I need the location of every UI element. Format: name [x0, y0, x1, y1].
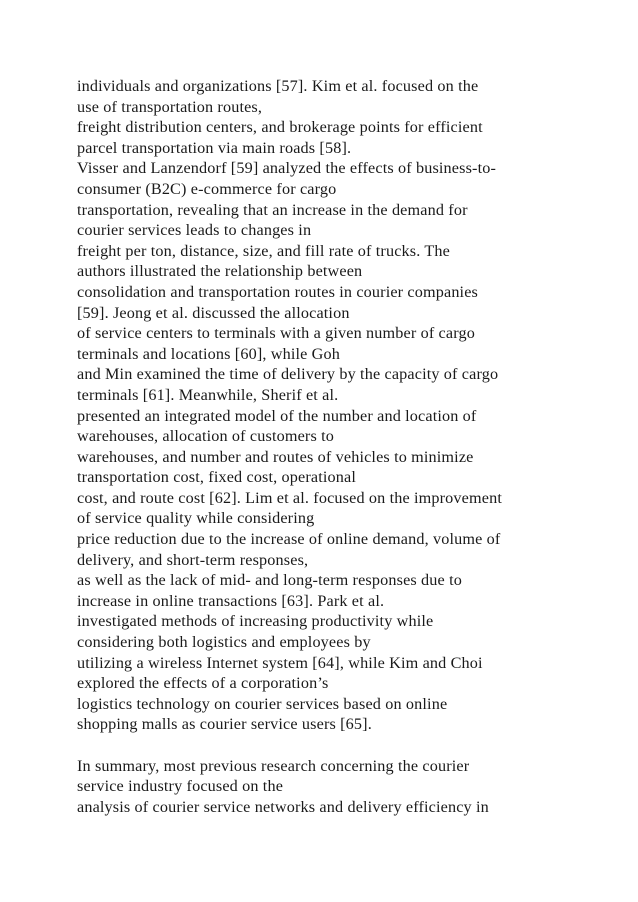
text-line: and Min examined the time of delivery by the capacity of cargo [77, 365, 499, 384]
text-line: service industry focused on the [77, 777, 284, 796]
text-line: In summary, most previous research concerning the courier [77, 756, 470, 775]
text-line: terminals and locations [60], while Goh [77, 344, 340, 363]
text-line: consumer (B2C) e-commerce for cargo [77, 179, 337, 198]
text-line: transportation, revealing that an increase in the demand for [77, 200, 468, 219]
text-line: delivery, and short-term responses, [77, 550, 309, 569]
text-line: courier services leads to changes in [77, 221, 312, 240]
text-line: freight per ton, distance, size, and fill rate of trucks. The [77, 241, 450, 260]
text-line: considering both logistics and employees by [77, 633, 371, 652]
text-line: as well as the lack of mid- and long-term responses due to [77, 571, 462, 590]
text-line: freight distribution centers, and brokerage points for efficient [77, 118, 483, 137]
text-line: shopping malls as courier service users [65]. [77, 715, 372, 734]
text-line: price reduction due to the increase of online demand, volume of [77, 530, 501, 549]
text-line: consolidation and transportation routes in courier companies [77, 282, 478, 301]
text-line: of service quality while considering [77, 509, 315, 528]
text-line: analysis of courier service networks and delivery efficiency in [77, 797, 489, 816]
text-line: warehouses, allocation of customers to [77, 427, 334, 446]
paragraph-break [77, 735, 617, 756]
text-line: use of transportation routes, [77, 97, 263, 116]
text-line: investigated methods of increasing productivity while [77, 612, 434, 631]
text-line: individuals and organizations [57]. Kim et al. focused on the [77, 77, 479, 95]
text-line: logistics technology on courier services based on online [77, 694, 448, 713]
text-line: terminals [61]. Meanwhile, Sherif et al. [77, 385, 339, 404]
text-line: warehouses, and number and routes of vehicles to minimize [77, 447, 474, 466]
text-line: explored the effects of a corporation’s [77, 674, 329, 693]
text-line: presented an integrated model of the number and location of [77, 406, 477, 425]
text-line: of service centers to terminals with a given number of cargo [77, 324, 475, 343]
document-page [77, 76, 617, 817]
text-line: transportation cost, fixed cost, operational [77, 468, 357, 487]
text-line: Visser and Lanzendorf [59] analyzed the effects of business-to- [77, 159, 497, 178]
text-line: utilizing a wireless Internet system [64], while Kim and Choi [77, 653, 483, 672]
text-line: parcel transportation via main roads [58]. [77, 138, 352, 157]
text-line: increase in online transactions [63]. Park et al. [77, 591, 385, 610]
text-line: [59]. Jeong et al. discussed the allocation [77, 303, 350, 322]
text-line: cost, and route cost [62]. Lim et al. focused on the improvement [77, 488, 502, 507]
text-line: authors illustrated the relationship between [77, 262, 363, 281]
